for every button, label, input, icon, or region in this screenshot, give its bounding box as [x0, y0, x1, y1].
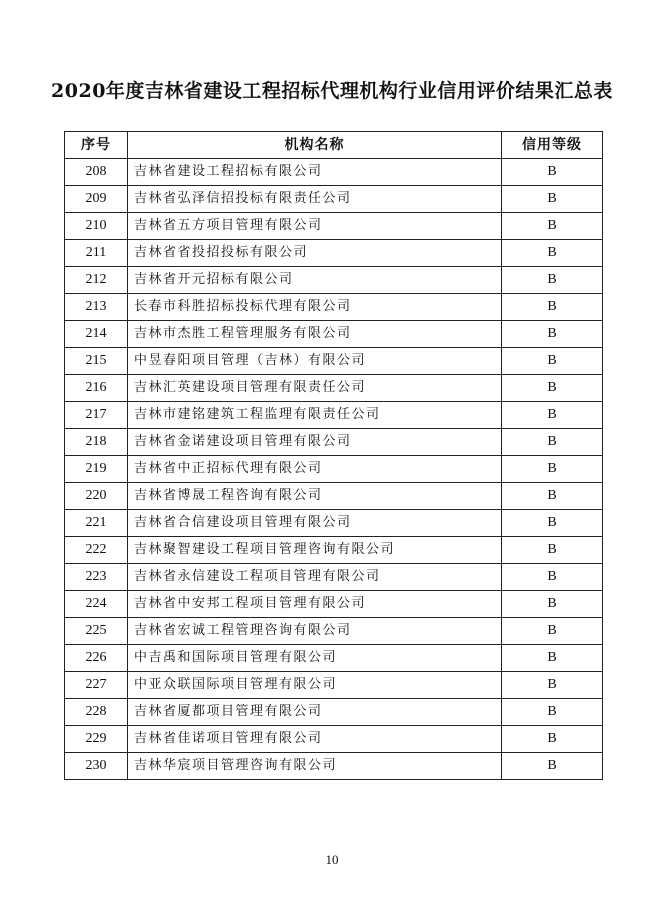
cell-credit-grade: B — [502, 699, 603, 726]
cell-serial-number: 224 — [65, 591, 128, 618]
cell-credit-grade: B — [502, 753, 603, 780]
cell-serial-number: 210 — [65, 213, 128, 240]
cell-credit-grade: B — [502, 294, 603, 321]
cell-organization-name: 吉林汇英建设项目管理有限责任公司 — [128, 375, 502, 402]
page-title: 2020年度吉林省建设工程招标代理机构行业信用评价结果汇总表 — [51, 80, 613, 102]
cell-serial-number: 209 — [65, 186, 128, 213]
cell-credit-grade: B — [502, 429, 603, 456]
cell-credit-grade: B — [502, 348, 603, 375]
cell-credit-grade: B — [502, 240, 603, 267]
cell-serial-number: 230 — [65, 753, 128, 780]
table-row — [65, 618, 603, 645]
cell-credit-grade: B — [502, 510, 603, 537]
cell-serial-number: 222 — [65, 537, 128, 564]
cell-serial-number: 208 — [65, 159, 128, 186]
table-row — [65, 186, 603, 213]
table-row — [65, 753, 603, 780]
table-row — [65, 402, 603, 429]
table-row — [65, 645, 603, 672]
cell-credit-grade: B — [502, 159, 603, 186]
table-row — [65, 510, 603, 537]
cell-credit-grade: B — [502, 537, 603, 564]
cell-serial-number: 219 — [65, 456, 128, 483]
cell-serial-number: 211 — [65, 240, 128, 267]
table-row — [65, 591, 603, 618]
cell-serial-number: 212 — [65, 267, 128, 294]
cell-organization-name: 中吉禹和国际项目管理有限公司 — [128, 645, 502, 672]
cell-serial-number: 225 — [65, 618, 128, 645]
cell-credit-grade: B — [502, 186, 603, 213]
table-row — [65, 726, 603, 753]
cell-serial-number: 217 — [65, 402, 128, 429]
cell-organization-name: 长春市科胜招标投标代理有限公司 — [128, 294, 502, 321]
table-row — [65, 483, 603, 510]
cell-serial-number: 226 — [65, 645, 128, 672]
cell-credit-grade: B — [502, 618, 603, 645]
cell-organization-name: 吉林省永信建设工程项目管理有限公司 — [128, 564, 502, 591]
cell-organization-name: 吉林省中正招标代理有限公司 — [128, 456, 502, 483]
page-number: 10 — [325, 852, 339, 867]
cell-serial-number: 216 — [65, 375, 128, 402]
table-row — [65, 537, 603, 564]
cell-organization-name: 吉林省建设工程招标有限公司 — [128, 159, 502, 186]
table-row — [65, 348, 603, 375]
cell-serial-number: 218 — [65, 429, 128, 456]
table-row — [65, 564, 603, 591]
cell-serial-number: 213 — [65, 294, 128, 321]
cell-credit-grade: B — [502, 483, 603, 510]
table-row — [65, 213, 603, 240]
cell-organization-name: 吉林省金诺建设项目管理有限公司 — [128, 429, 502, 456]
table-body — [65, 159, 603, 780]
credit-rating-table — [64, 131, 603, 780]
cell-credit-grade: B — [502, 672, 603, 699]
cell-organization-name: 吉林市建铭建筑工程监理有限责任公司 — [128, 402, 502, 429]
table-row — [65, 294, 603, 321]
cell-organization-name: 吉林聚智建设工程项目管理咨询有限公司 — [128, 537, 502, 564]
cell-organization-name: 吉林省厦都项目管理有限公司 — [128, 699, 502, 726]
table-row — [65, 456, 603, 483]
cell-organization-name: 吉林省省投招投标有限公司 — [128, 240, 502, 267]
cell-serial-number: 214 — [65, 321, 128, 348]
table-row — [65, 672, 603, 699]
cell-credit-grade: B — [502, 726, 603, 753]
table-row — [65, 429, 603, 456]
cell-organization-name: 吉林省佳诺项目管理有限公司 — [128, 726, 502, 753]
cell-serial-number: 215 — [65, 348, 128, 375]
cell-serial-number: 228 — [65, 699, 128, 726]
cell-credit-grade: B — [502, 375, 603, 402]
table-row — [65, 699, 603, 726]
cell-serial-number: 223 — [65, 564, 128, 591]
table-header-row — [65, 132, 603, 159]
table-row — [65, 159, 603, 186]
cell-serial-number: 227 — [65, 672, 128, 699]
cell-organization-name: 吉林市杰胜工程管理服务有限公司 — [128, 321, 502, 348]
table-row — [65, 321, 603, 348]
header-credit-grade: 信用等级 — [502, 132, 603, 159]
cell-serial-number: 221 — [65, 510, 128, 537]
table-row — [65, 267, 603, 294]
cell-credit-grade: B — [502, 321, 603, 348]
cell-credit-grade: B — [502, 402, 603, 429]
cell-credit-grade: B — [502, 645, 603, 672]
header-organization-name: 机构名称 — [128, 132, 502, 159]
table-row — [65, 240, 603, 267]
cell-organization-name: 中昱春阳项目管理（吉林）有限公司 — [128, 348, 502, 375]
table-row — [65, 375, 603, 402]
cell-organization-name: 吉林省五方项目管理有限公司 — [128, 213, 502, 240]
cell-organization-name: 吉林省中安邦工程项目管理有限公司 — [128, 591, 502, 618]
cell-organization-name: 中亚众联国际项目管理有限公司 — [128, 672, 502, 699]
header-serial-number: 序号 — [65, 132, 128, 159]
cell-credit-grade: B — [502, 456, 603, 483]
cell-organization-name: 吉林省开元招标有限公司 — [128, 267, 502, 294]
cell-organization-name: 吉林华宸项目管理咨询有限公司 — [128, 753, 502, 780]
cell-serial-number: 229 — [65, 726, 128, 753]
cell-credit-grade: B — [502, 213, 603, 240]
cell-organization-name: 吉林省弘泽信招投标有限责任公司 — [128, 186, 502, 213]
cell-organization-name: 吉林省博晟工程咨询有限公司 — [128, 483, 502, 510]
cell-credit-grade: B — [502, 267, 603, 294]
cell-credit-grade: B — [502, 564, 603, 591]
cell-credit-grade: B — [502, 591, 603, 618]
cell-organization-name: 吉林省合信建设项目管理有限公司 — [128, 510, 502, 537]
cell-organization-name: 吉林省宏诚工程管理咨询有限公司 — [128, 618, 502, 645]
cell-serial-number: 220 — [65, 483, 128, 510]
